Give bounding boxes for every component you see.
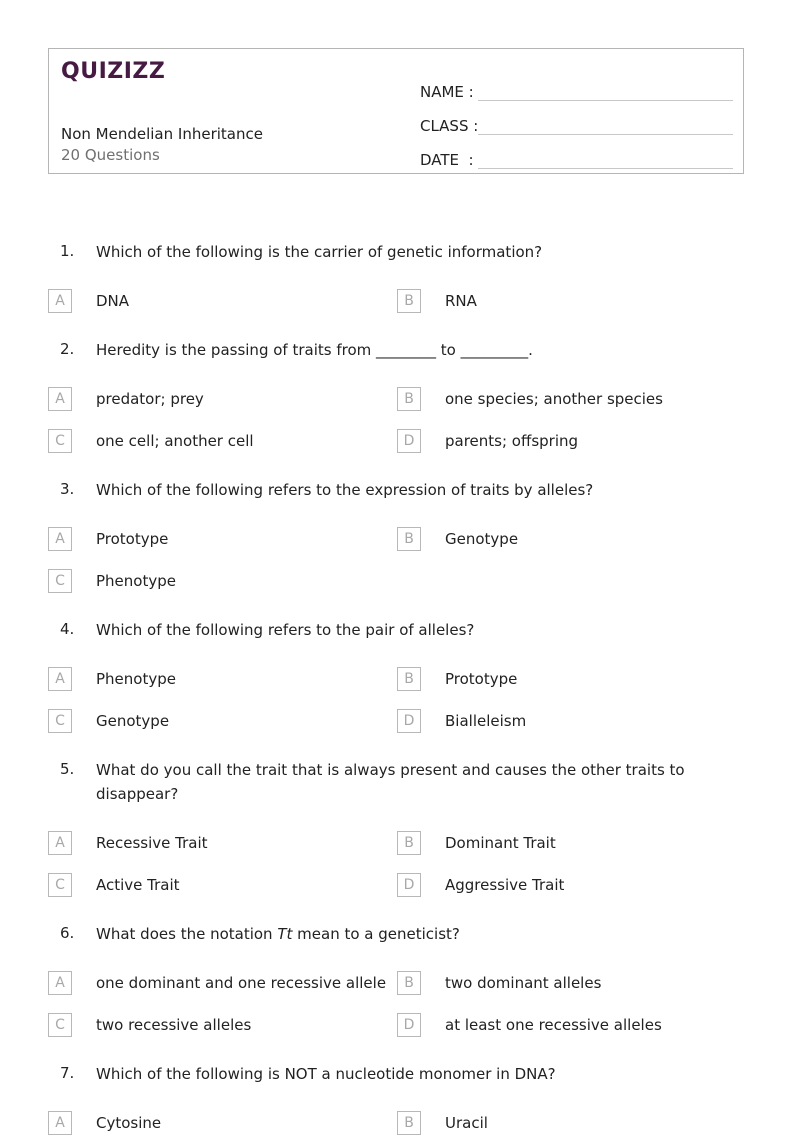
option-text: Phenotype [96,572,176,590]
option-letter-box: D [397,429,421,453]
date-label: DATE : [420,151,474,169]
question-text-part: What does the notation [96,925,278,943]
option-c[interactable] [48,709,170,733]
question-number: 6. [60,924,75,942]
student-info-fields [420,67,733,169]
option-text: one species; another species [445,390,663,408]
question-count: 20 Questions [61,146,160,164]
option-text: RNA [445,292,477,310]
option-c[interactable] [48,1013,252,1037]
option-c[interactable] [48,873,180,897]
question-text: Heredity is the passing of traits from ________ to _________. [96,341,533,359]
date-field[interactable] [420,135,733,169]
option-a[interactable] [48,1111,162,1135]
option-text: one dominant and one recessive allele [96,974,387,992]
option-text: Cytosine [96,1114,162,1132]
option-letter-box: D [397,1013,421,1037]
option-letter-box: B [397,1111,421,1135]
option-b[interactable] [397,289,477,313]
option-letter-box: A [48,667,72,691]
question-text: Which of the following refers to the expression of traits by alleles? [96,481,594,499]
option-letter-box: A [48,971,72,995]
question-number: 1. [60,242,75,260]
option-letter-box: B [397,289,421,313]
option-letter-box: C [48,1013,72,1037]
option-b[interactable] [397,527,519,551]
class-line[interactable] [478,112,733,135]
option-text: at least one recessive alleles [445,1016,662,1034]
option-text: Aggressive Trait [445,876,565,894]
option-c[interactable] [48,569,176,593]
option-text: Phenotype [96,670,176,688]
worksheet-header [48,48,744,174]
option-letter-box: A [48,387,72,411]
option-letter-box: D [397,709,421,733]
option-letter-box: C [48,429,72,453]
option-text: one cell; another cell [96,432,254,450]
question-number: 7. [60,1064,75,1082]
option-text: two dominant alleles [445,974,602,992]
name-label: NAME : [420,83,474,101]
option-text: parents; offspring [445,432,579,450]
class-field[interactable] [420,101,733,135]
question-text [96,922,696,946]
option-b[interactable] [397,1111,488,1135]
option-a[interactable] [48,289,130,313]
option-letter-box: D [397,873,421,897]
option-text: predator; prey [96,390,204,408]
option-text: Genotype [96,712,170,730]
option-letter-box: B [397,387,421,411]
option-letter-box: C [48,569,72,593]
option-letter-box: A [48,1111,72,1135]
option-letter-box: C [48,873,72,897]
option-text: Genotype [445,530,519,548]
option-text: Uracil [445,1114,488,1132]
option-d[interactable] [397,429,579,453]
question-number: 5. [60,760,75,778]
worksheet-title: Non Mendelian Inheritance [61,125,263,143]
option-text: two recessive alleles [96,1016,252,1034]
option-d[interactable] [397,873,565,897]
option-text: DNA [96,292,130,310]
question-text: Which of the following refers to the pair of alleles? [96,621,475,639]
option-text: Dominant Trait [445,834,556,852]
date-line[interactable] [478,146,733,169]
option-b[interactable] [397,387,663,411]
question-text: Which of the following is NOT a nucleotide monomer in DNA? [96,1065,556,1083]
option-letter-box: A [48,831,72,855]
option-text: Prototype [445,670,518,688]
option-a[interactable] [48,667,176,691]
question-text-part: mean to a geneticist? [292,925,460,943]
class-label: CLASS : [420,117,479,135]
option-letter-box: A [48,289,72,313]
option-text: Bialleleism [445,712,527,730]
option-c[interactable] [48,429,254,453]
question-number: 2. [60,340,75,358]
option-b[interactable] [397,667,518,691]
option-text: Active Trait [96,876,180,894]
option-letter-box: C [48,709,72,733]
option-d[interactable] [397,709,527,733]
option-text: Prototype [96,530,169,548]
question-text: What do you call the trait that is always present and causes the other traits to disappear? [96,761,685,803]
option-a[interactable] [48,527,169,551]
option-a[interactable] [48,387,204,411]
name-field[interactable] [420,67,733,101]
option-letter-box: B [397,831,421,855]
question-text: Which of the following is the carrier of genetic information? [96,243,543,261]
option-d[interactable] [397,1013,662,1037]
option-a[interactable] [48,971,387,995]
quizizz-logo: QUIZIZZ [61,59,166,84]
option-text: Recessive Trait [96,834,208,852]
option-letter-box: B [397,667,421,691]
notation-italic: Tt [277,925,293,943]
option-b[interactable] [397,831,556,855]
option-b[interactable] [397,971,602,995]
question-number: 3. [60,480,75,498]
question-number: 4. [60,620,75,638]
name-line[interactable] [478,78,733,101]
option-letter-box: A [48,527,72,551]
option-a[interactable] [48,831,208,855]
option-letter-box: B [397,971,421,995]
option-letter-box: B [397,527,421,551]
